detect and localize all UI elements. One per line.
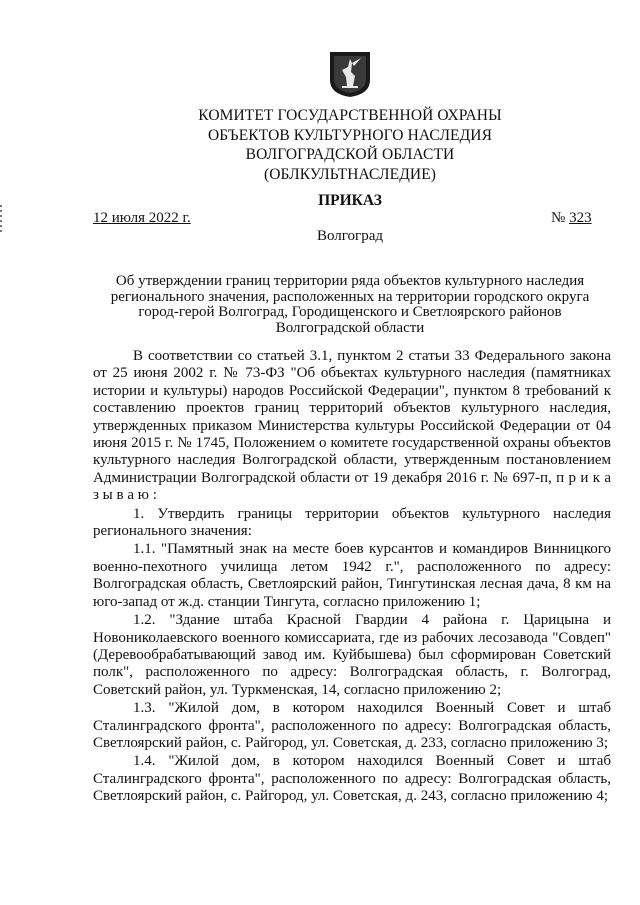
- order-number: [551, 210, 592, 227]
- clause-1: 1. Утвердить границы территории объектов культурного наследия регионального значения:: [93, 505, 611, 540]
- org-line: КОМИТЕТ ГОСУДАРСТВЕННОЙ ОХРАНЫ: [198, 107, 502, 124]
- subject-line: город-герой Волгоград, Городищенского и Светлоярского районов: [138, 304, 562, 321]
- order-body: [93, 348, 611, 806]
- clause-1-1: 1.1. "Памятный знак на месте боев курсантов и командиров Винницкого военно-пехотного училища летом 1942 г.", расположенного по адресу: Волгоградская область, Светлоярский район, Тингутинская лесная дача, 8 км на юго-запад от ж.д. станции Тингута, согласно приложению 1;: [93, 541, 611, 610]
- order-number-prefix: №: [551, 210, 566, 226]
- subject-line: регионального значения, расположенных на территории городского округа: [110, 288, 590, 305]
- clause-1-4: 1.4. "Жилой дом, в котором находился Военный Совет и штаб Сталинградского фронта", расположенного по адресу: Волгоградская область, Светлоярский район, с. Райгород, ул. Советская, д. 243, согласно приложению 4;: [93, 753, 611, 805]
- order-date: 12 июля 2022 г.: [93, 210, 191, 226]
- subject-line: Об утверждении границ территории ряда объектов культурного наследия: [115, 273, 585, 289]
- order-city: Волгоград: [316, 228, 383, 244]
- preamble-paragraph: В соответствии со статьей 3.1, пунктом 2 статьи 33 Федерального закона от 25 июня 2002 г. № 73-ФЗ "Об объектах культурного наследия (памятниках истории и культуры) народов Российской Федерации", пунктом 8 требований к составлению проектов границ территорий объектов культурного наследия, утвержденных приказом Министерства культуры Российской Федерации от 04 июня 2015 г. № 1745, Положением о комитете государственной охраны объектов культурного наследия Волгоградской области, утвержденным постановлением Администрации Волгоградской области от 19 декабря 2016 г. № 697-п, п р и к а з ы в а ю :: [93, 348, 611, 504]
- order-subject: [0, 274, 640, 336]
- document-title: ПРИКАЗ: [318, 192, 382, 209]
- volgograd-coat-of-arms-icon: [328, 50, 372, 98]
- order-number-value: 323: [569, 210, 592, 226]
- org-line: (ОБЛКУЛЬТНАСЛЕДИЕ): [263, 165, 437, 183]
- subject-line: Волгоградской области: [275, 319, 425, 336]
- clause-1-3: 1.3. "Жилой дом, в котором находился Военный Совет и штаб Сталинградского фронта", расположенного по адресу: Волгоградская область, Светлоярский район, с. Райгород, ул. Советская, д. 233, согласно приложению 3;: [93, 700, 611, 751]
- org-line: ОБЪЕКТОВ КУЛЬТУРНОГО НАСЛЕДИЯ: [207, 126, 493, 144]
- org-line: ВОЛГОГРАДСКОЙ ОБЛАСТИ: [245, 146, 455, 163]
- organization-name: [0, 106, 640, 184]
- clause-1-2: 1.2. "Здание штаба Красной Гвардии 4 района г. Царицына и Новониколаевского военного комиссариата, где из рабочих лесозавода "Совдеп" (Деревообрабатывающий завод им. Куйбышева) был сформирован Советский полк", расположенного по адресу: Волгоградская область, г. Волгоград, Советский район, ул. Туркменская, 14, согласно приложению 2;: [93, 612, 611, 698]
